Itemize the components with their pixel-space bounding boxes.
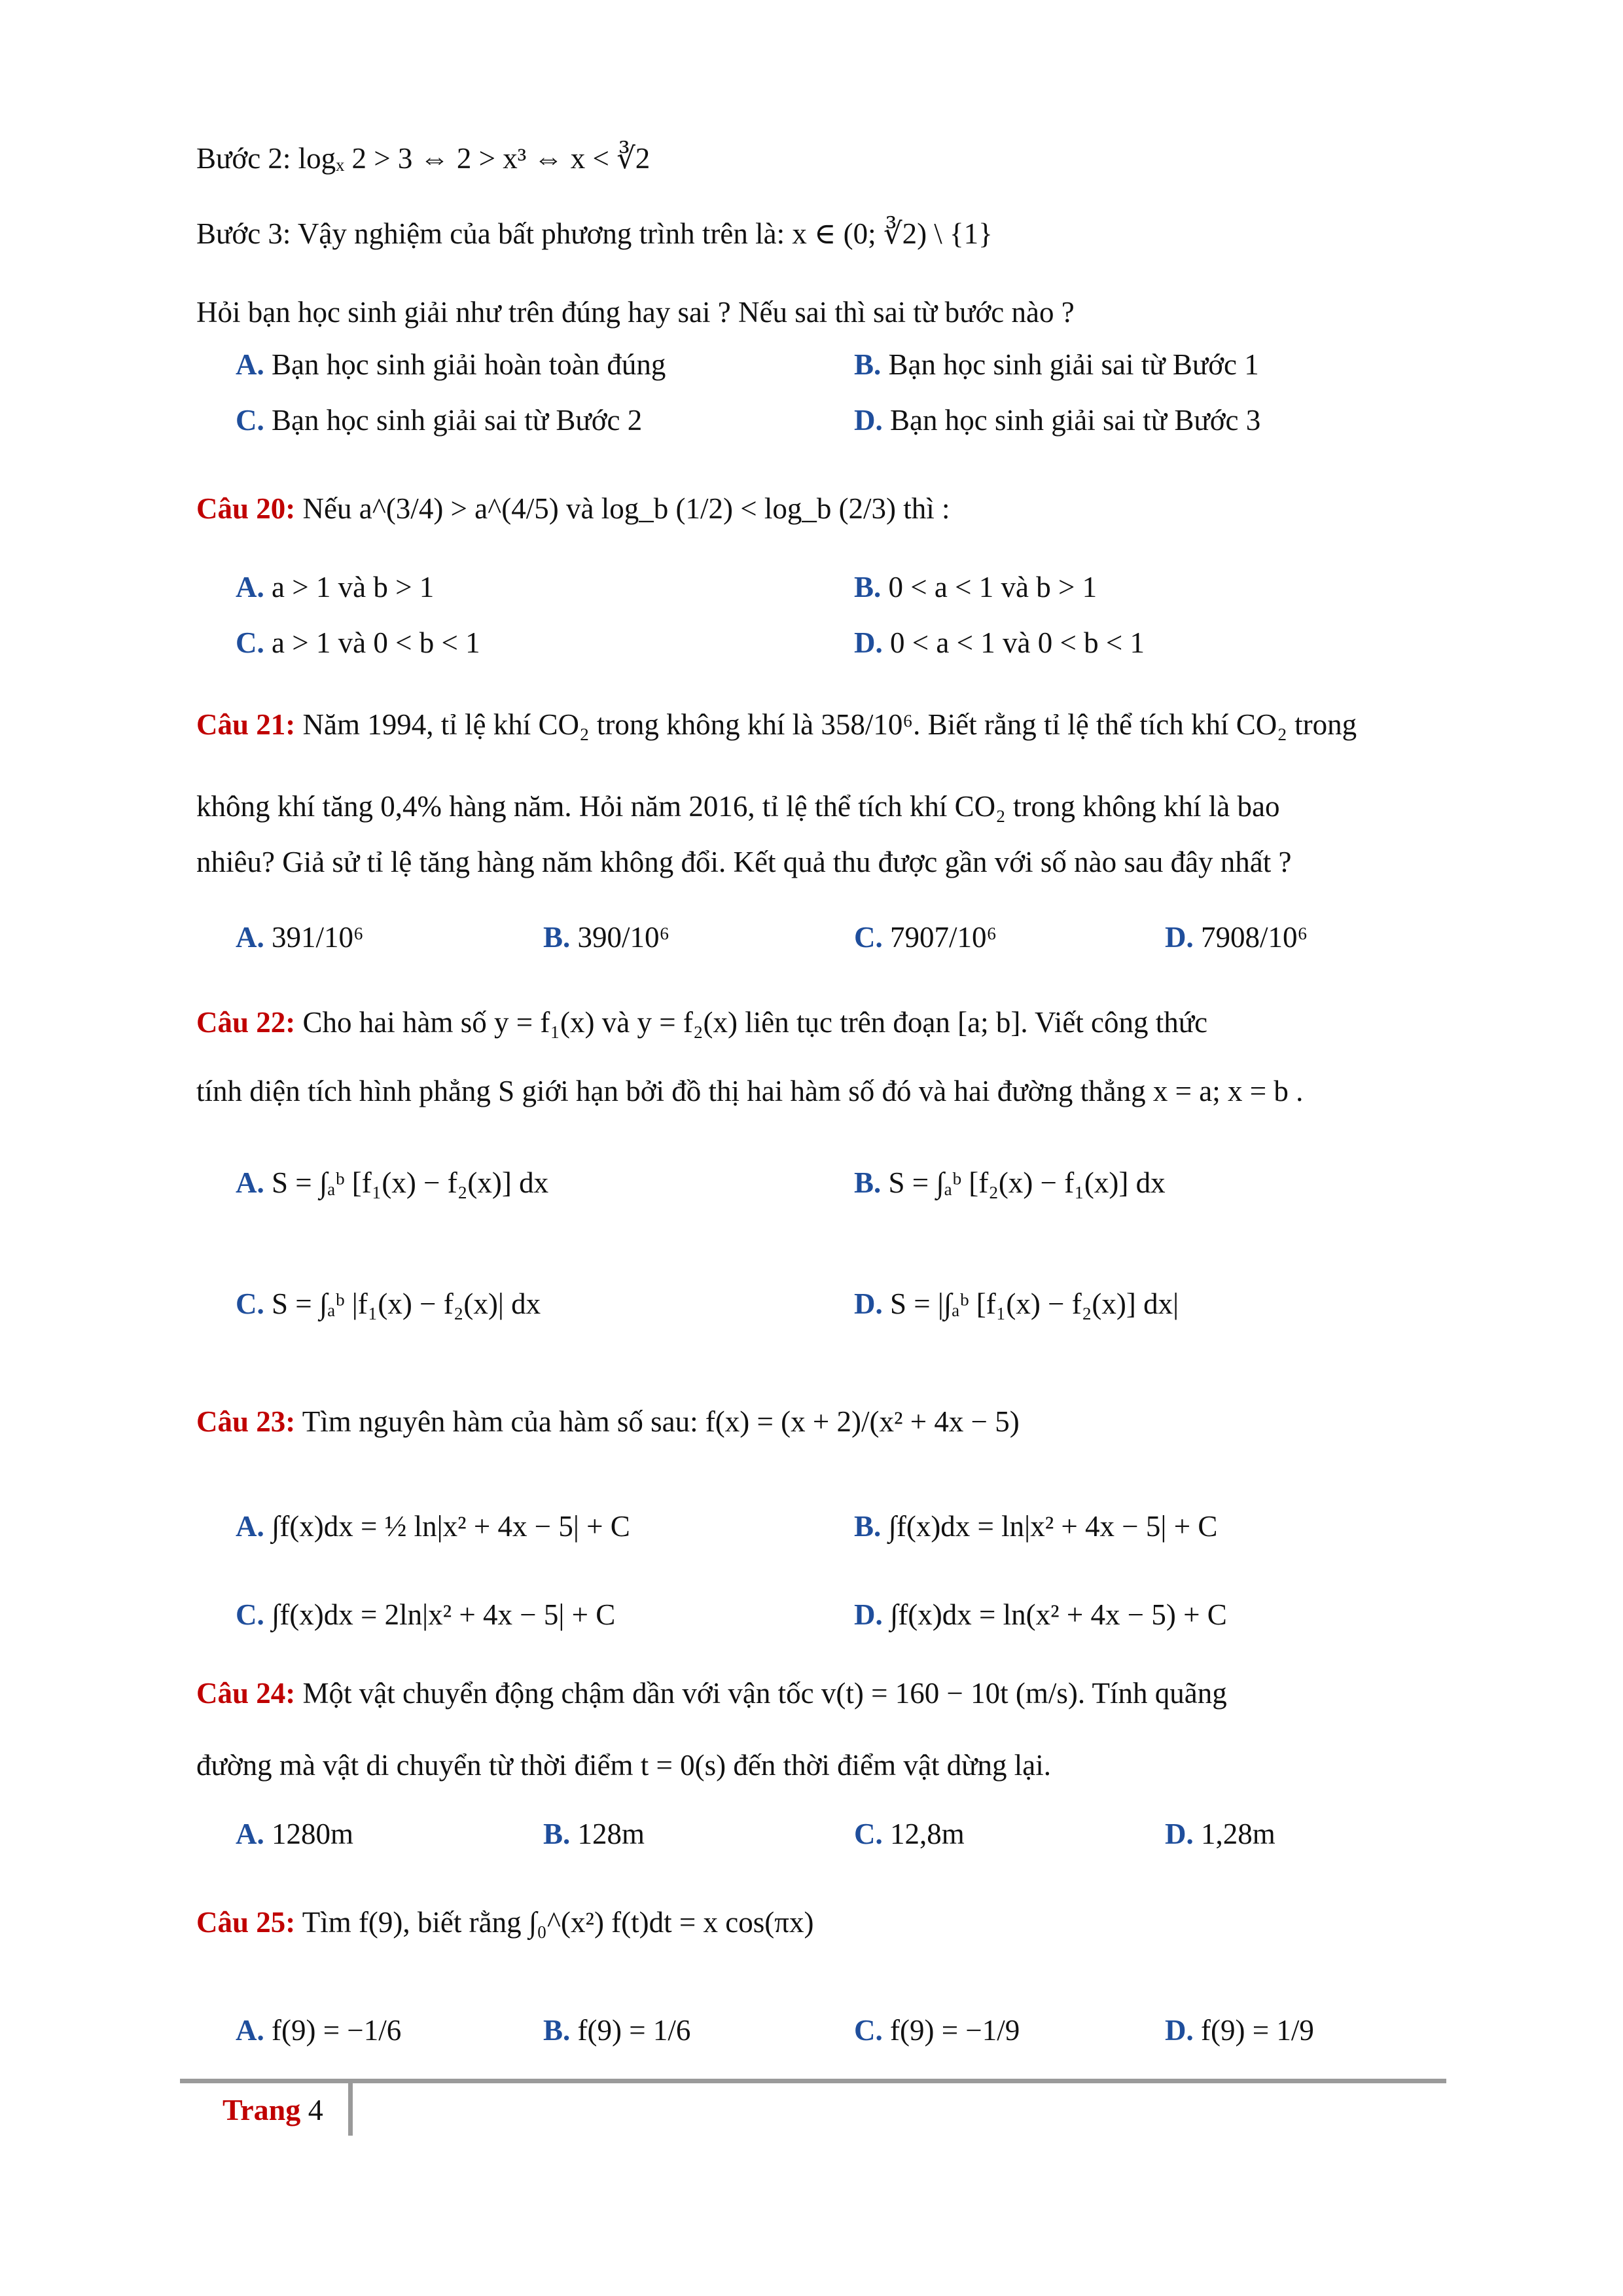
q20-option-b xyxy=(854,569,1097,605)
question-25 xyxy=(196,1905,813,1940)
q20-option-c xyxy=(236,625,480,660)
option-text: a > 1 và 0 < b < 1 xyxy=(272,626,480,659)
question-stem-line-1: Cho hai hàm số y = f₁(x) và y = f₂(x) liên tục trên đoạn [a; b]. Viết công thức xyxy=(302,1006,1208,1039)
page-number-value: 4 xyxy=(308,2093,323,2126)
option-label: B. xyxy=(543,921,571,954)
option-label: A. xyxy=(236,2014,264,2047)
option-label: D. xyxy=(854,1287,883,1320)
option-label: A. xyxy=(236,1818,264,1850)
question-number: Câu 25: xyxy=(196,1906,296,1939)
q22-option-d xyxy=(854,1286,1179,1321)
q25-option-b xyxy=(543,2013,690,2048)
option-text: ∫f(x)dx = 2ln|x² + 4x − 5| + C xyxy=(272,1598,616,1631)
q21-option-a xyxy=(236,920,364,955)
question-22 xyxy=(196,1005,1207,1040)
question-21-line-2: không khí tăng 0,4% hàng năm. Hỏi năm 2016, tỉ lệ thể tích khí CO₂ trong không khí là bao xyxy=(196,790,1280,823)
q25-option-a xyxy=(236,2013,401,2048)
option-text: ∫f(x)dx = ½ ln|x² + 4x − 5| + C xyxy=(272,1510,630,1543)
option-label: B. xyxy=(854,348,882,381)
option-label: D. xyxy=(1165,921,1194,954)
q23-option-d xyxy=(854,1597,1227,1632)
question-stem-line-1: Năm 1994, tỉ lệ khí CO₂ trong không khí là 358/10⁶. Biết rằng tỉ lệ thể tích khí CO₂ trong xyxy=(302,708,1357,741)
option-label: A. xyxy=(236,1166,264,1199)
option-text: f(9) = −1/9 xyxy=(890,2014,1020,2047)
question-number: Câu 23: xyxy=(196,1405,296,1438)
option-text: S = |∫ₐᵇ [f₁(x) − f₂(x)] dx| xyxy=(890,1287,1179,1320)
option-text: Bạn học sinh giải hoàn toàn đúng xyxy=(272,348,666,381)
option-text: f(9) = 1/6 xyxy=(577,2014,691,2047)
question-24-line-2: đường mà vật di chuyển từ thời điểm t = 0(s) đến thời điểm vật dừng lại. xyxy=(196,1749,1051,1782)
option-label: C. xyxy=(854,2014,883,2047)
q21-option-d xyxy=(1165,920,1308,955)
q22-option-b xyxy=(854,1165,1166,1200)
question-20 xyxy=(196,491,950,526)
option-label: D. xyxy=(854,626,883,659)
question-23 xyxy=(196,1404,1020,1439)
q22-option-a xyxy=(236,1165,548,1200)
question-21 xyxy=(196,707,1357,742)
footer-vertical-bar xyxy=(348,2083,353,2136)
question-number: Câu 20: xyxy=(196,492,296,525)
q24-option-d xyxy=(1165,1816,1275,1852)
q24-option-b xyxy=(543,1816,645,1852)
step-3: Bước 3: Vậy nghiệm của bất phương trình trên là: x ∈ (0; ∛2) \ {1} xyxy=(196,217,993,250)
option-text: Bạn học sinh giải sai từ Bước 1 xyxy=(888,348,1259,381)
q23-option-b xyxy=(854,1509,1217,1544)
option-label: D. xyxy=(854,1598,883,1631)
q23-option-c xyxy=(236,1597,615,1632)
option-text: 12,8m xyxy=(890,1818,965,1850)
option-text: 128m xyxy=(577,1818,645,1850)
q24-option-a xyxy=(236,1816,353,1852)
prev-option-a xyxy=(236,347,666,382)
q21-option-c xyxy=(854,920,997,955)
q23-option-a xyxy=(236,1509,630,1544)
step-2: Bước 2: logₓ 2 > 3 ⇔ 2 > x³ ⇔ x < ∛2 xyxy=(196,142,651,175)
option-text: 0 < a < 1 và b > 1 xyxy=(888,571,1097,603)
option-label: B. xyxy=(854,571,882,603)
q25-option-c xyxy=(854,2013,1020,2048)
question-stem: Tìm f(9), biết rằng ∫₀^(x²) f(t)dt = x cos(πx) xyxy=(302,1906,814,1939)
option-label: D. xyxy=(1165,2014,1194,2047)
option-text: f(9) = 1/9 xyxy=(1201,2014,1314,2047)
q25-option-d xyxy=(1165,2013,1314,2048)
option-label: B. xyxy=(854,1510,882,1543)
option-label: C. xyxy=(236,1287,264,1320)
question-24 xyxy=(196,1676,1227,1711)
question-22-line-2: tính diện tích hình phẳng S giới hạn bởi đồ thị hai hàm số đó và hai đường thẳng x = a; x = b . xyxy=(196,1075,1304,1107)
option-text: f(9) = −1/6 xyxy=(272,2014,402,2047)
option-label: B. xyxy=(543,2014,571,2047)
q20-option-d xyxy=(854,625,1145,660)
option-text: 7908/10⁶ xyxy=(1201,921,1308,954)
question-number: Câu 24: xyxy=(196,1677,296,1710)
option-text: ∫f(x)dx = ln(x² + 4x − 5) + C xyxy=(890,1598,1227,1631)
option-text: 390/10⁶ xyxy=(577,921,670,954)
option-text: 1280m xyxy=(272,1818,354,1850)
option-text: 7907/10⁶ xyxy=(890,921,997,954)
q24-option-c xyxy=(854,1816,965,1852)
page-number xyxy=(223,2092,323,2127)
page-word: Trang xyxy=(223,2093,301,2126)
option-text: S = ∫ₐᵇ [f₂(x) − f₁(x)] dx xyxy=(888,1166,1166,1199)
option-label: A. xyxy=(236,921,264,954)
option-text: S = ∫ₐᵇ |f₁(x) − f₂(x)| dx xyxy=(272,1287,541,1320)
q21-option-b xyxy=(543,920,669,955)
question-21-line-3: nhiêu? Giả sử tỉ lệ tăng hàng năm không đổi. Kết quả thu được gần với số nào sau đây nhất ? xyxy=(196,846,1292,878)
prev-option-d xyxy=(854,403,1260,438)
option-label: A. xyxy=(236,348,264,381)
option-label: B. xyxy=(854,1166,882,1199)
option-text: ∫f(x)dx = ln|x² + 4x − 5| + C xyxy=(888,1510,1218,1543)
option-text: 1,28m xyxy=(1201,1818,1275,1850)
option-label: C. xyxy=(236,1598,264,1631)
footer-divider xyxy=(180,2079,1446,2083)
option-label: C. xyxy=(854,1818,883,1850)
option-label: C. xyxy=(854,921,883,954)
q20-option-a xyxy=(236,569,434,605)
option-text: Bạn học sinh giải sai từ Bước 3 xyxy=(890,404,1261,437)
option-label: A. xyxy=(236,1510,264,1543)
option-label: B. xyxy=(543,1818,571,1850)
option-text: 0 < a < 1 và 0 < b < 1 xyxy=(890,626,1145,659)
question-stem: Nếu a^(3/4) > a^(4/5) và log_b (1/2) < log_b (2/3) thì : xyxy=(302,492,950,525)
option-label: D. xyxy=(1165,1818,1194,1850)
question-number: Câu 21: xyxy=(196,708,296,741)
question-number: Câu 22: xyxy=(196,1006,296,1039)
option-label: D. xyxy=(854,404,883,437)
option-text: a > 1 và b > 1 xyxy=(272,571,435,603)
option-label: C. xyxy=(236,626,264,659)
option-text: S = ∫ₐᵇ [f₁(x) − f₂(x)] dx xyxy=(272,1166,549,1199)
prev-question-text: Hỏi bạn học sinh giải như trên đúng hay sai ? Nếu sai thì sai từ bước nào ? xyxy=(196,296,1075,329)
option-text: Bạn học sinh giải sai từ Bước 2 xyxy=(272,404,643,437)
prev-option-c xyxy=(236,403,642,438)
q22-option-c xyxy=(236,1286,541,1321)
question-stem: Tìm nguyên hàm của hàm số sau: f(x) = (x + 2)/(x² + 4x − 5) xyxy=(302,1405,1020,1438)
prev-option-b xyxy=(854,347,1259,382)
option-text: 391/10⁶ xyxy=(272,921,364,954)
option-label: C. xyxy=(236,404,264,437)
option-label: A. xyxy=(236,571,264,603)
question-stem-line-1: Một vật chuyển động chậm dần với vận tốc v(t) = 160 − 10t (m/s). Tính quãng xyxy=(302,1677,1227,1710)
